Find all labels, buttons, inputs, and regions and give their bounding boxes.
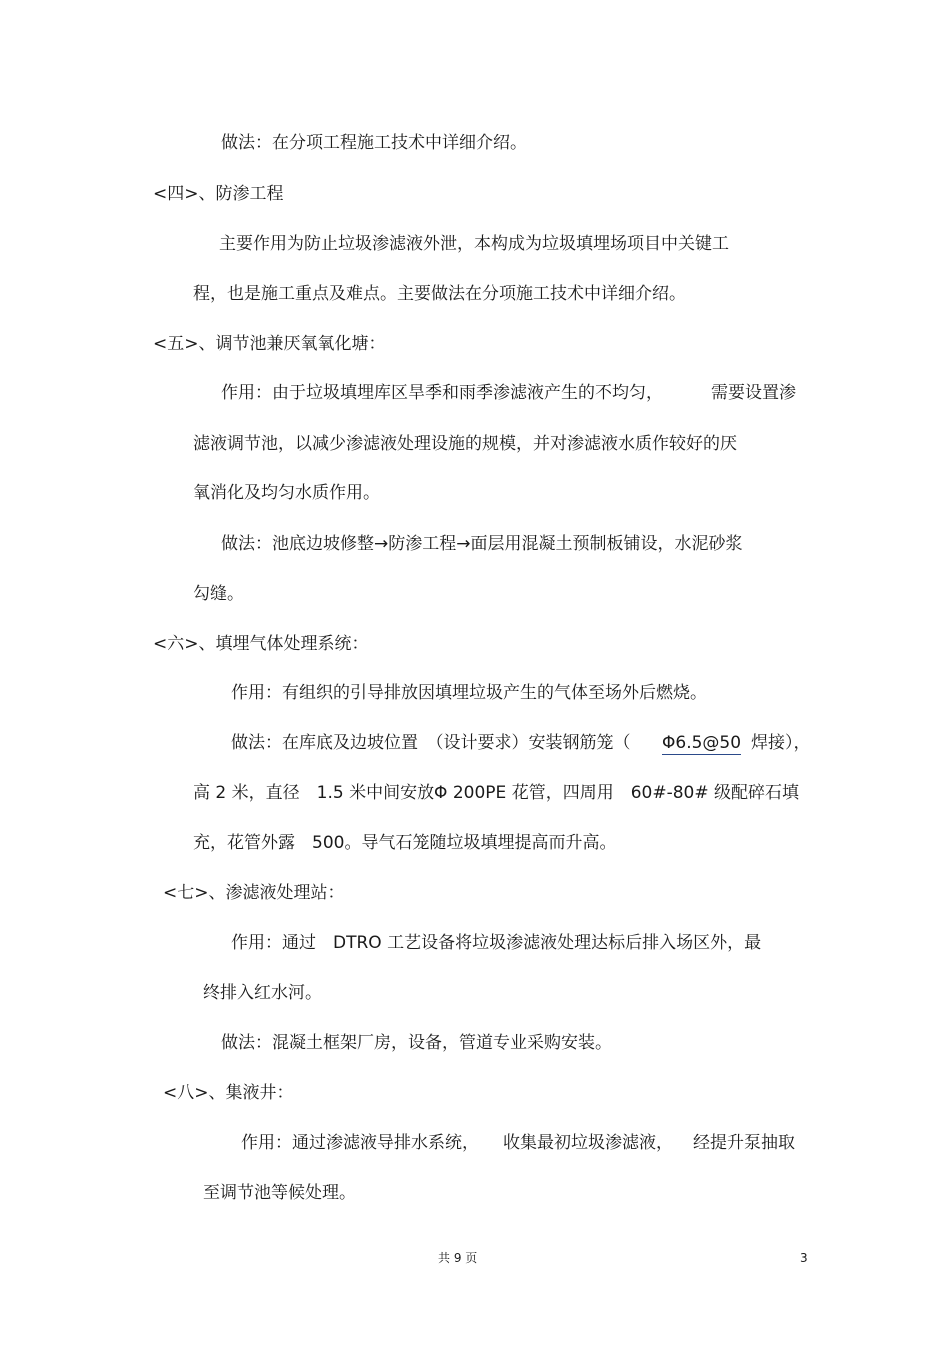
paragraph-line: 主要作用为防止垃圾渗滤液外泄，本构成为垃圾填埋场项目中关键工 bbox=[219, 234, 729, 254]
paragraph-line: 作用：由于垃圾填埋库区旱季和雨季渗滤液产生的不均匀， bbox=[221, 383, 663, 403]
section-heading-6: <六>、填埋气体处理系统： bbox=[153, 634, 369, 654]
paragraph-line: 收集最初垃圾渗滤液， bbox=[503, 1133, 673, 1153]
paragraph-line: 滤液调节池，以减少渗滤液处理设施的规模，并对渗滤液水质作较好的厌 bbox=[193, 434, 737, 454]
paragraph-line: 做法：混凝土框架厂房，设备，管道专业采购安装。 bbox=[221, 1033, 612, 1053]
paragraph-line: 经提升泵抽取 bbox=[693, 1133, 795, 1153]
rebar-spec-underlined: Φ6.5@50 bbox=[662, 733, 742, 753]
paragraph-line: 做法：池底边坡修整→防渗工程→面层用混凝土预制板铺设，水泥砂浆 bbox=[221, 534, 743, 554]
paragraph-line: 做法：在分项工程施工技术中详细介绍。 bbox=[221, 133, 527, 153]
paragraph-line: 程，也是施工重点及难点。主要做法在分项施工技术中详细介绍。 bbox=[193, 284, 686, 304]
section-heading-4: <四>、防渗工程 bbox=[153, 184, 284, 204]
paragraph-line: 作用：通过 DTRO 工艺设备将垃圾渗滤液处理达标后排入场区外，最 bbox=[231, 933, 762, 953]
footer-total-pages: 共 9 页 bbox=[438, 1251, 478, 1265]
paragraph-line: 高 2 米，直径 1.5 米中间安放Φ 200PE 花管，四周用 60#-80# 级配碎石填 bbox=[193, 783, 799, 803]
paragraph-line: 至调节池等候处理。 bbox=[203, 1183, 356, 1203]
section-heading-7: <七>、渗滤液处理站： bbox=[163, 883, 345, 903]
paragraph-line: 做法：在库底及边坡位置 （设计要求）安装钢筋笼（ bbox=[231, 733, 631, 753]
paragraph-line: 氧消化及均匀水质作用。 bbox=[193, 483, 380, 503]
paragraph-line: 勾缝。 bbox=[193, 584, 244, 604]
section-heading-5: <五>、调节池兼厌氧氧化塘： bbox=[153, 334, 386, 354]
section-heading-8: <八>、集液井： bbox=[163, 1083, 294, 1103]
paragraph-line: 作用：通过渗滤液导排水系统， bbox=[241, 1133, 479, 1153]
paragraph-line: 终排入红水河。 bbox=[203, 983, 322, 1003]
paragraph-line: 需要设置渗 bbox=[711, 383, 796, 403]
paragraph-line: 作用：有组织的引导排放因填埋垃圾产生的气体至场外后燃烧。 bbox=[231, 683, 707, 703]
paragraph-line: 充，花管外露 500。导气石笼随垃圾填埋提高而升高。 bbox=[193, 833, 617, 853]
footer-page-number: 3 bbox=[800, 1251, 808, 1265]
paragraph-line: 焊接）， bbox=[751, 733, 811, 753]
